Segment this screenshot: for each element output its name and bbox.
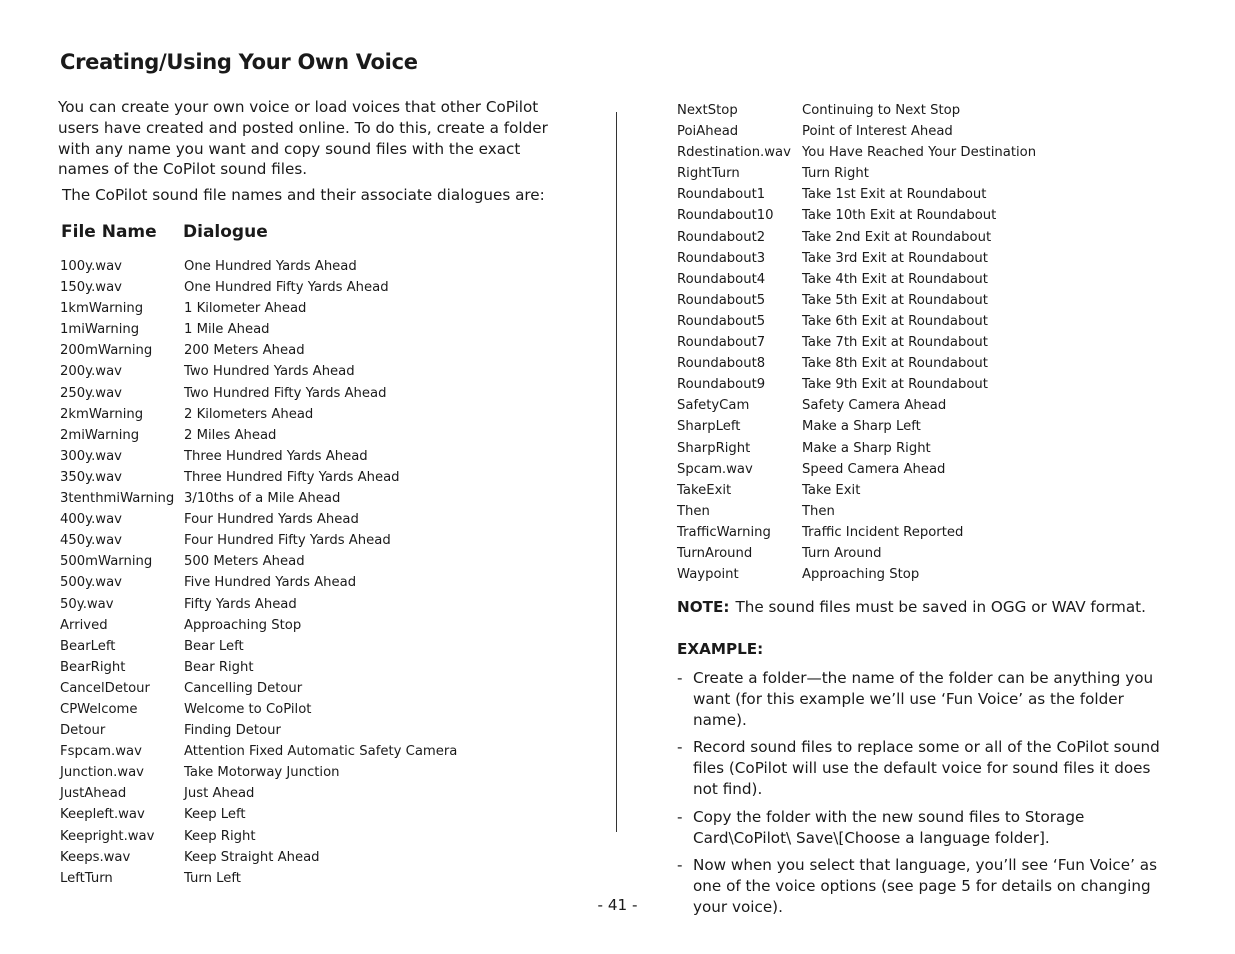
step-text: Create a folder—the name of the folder can be anything you want (for this example we’ll use ‘Fun Voice’ as the folder name). (693, 669, 1154, 729)
table-row (60, 636, 480, 657)
dialogue-cell: Turn Left (184, 870, 241, 886)
dialogue-cell: Speed Camera Ahead (802, 461, 946, 477)
file-name-cell: 400y.wav (60, 512, 122, 528)
dialogue-cell: 2 Kilometers Ahead (184, 406, 314, 422)
table-row (677, 205, 1057, 226)
table-row (60, 741, 480, 762)
file-name-cell: Roundabout3 (677, 250, 766, 266)
table-row (60, 340, 480, 361)
table-row (677, 248, 1057, 269)
file-name-cell: JustAhead (60, 786, 127, 802)
dialogue-cell: Bear Right (184, 659, 254, 675)
file-name-cell: SharpRight (677, 440, 751, 456)
table-row (60, 277, 480, 298)
table-row (677, 480, 1057, 501)
dialogue-cell: Two Hundred Yards Ahead (184, 364, 355, 380)
table-row (677, 332, 1057, 353)
table-row (60, 783, 480, 804)
step-text: Record sound files to replace some or all of the CoPilot sound files (CoPilot will use the default voice for sound files it does not find). (693, 738, 1160, 798)
example-step (677, 668, 1177, 730)
table-row (60, 446, 480, 467)
file-name-cell: Keepleft.wav (60, 807, 145, 823)
table-row (60, 720, 480, 741)
table-row (677, 163, 1057, 184)
file-name-cell: Roundabout1 (677, 187, 766, 203)
table-row (677, 184, 1057, 205)
file-name-cell: 3tenthmiWarning (60, 491, 175, 507)
step-dash: - (677, 738, 683, 757)
dialogue-cell: Welcome to CoPilot (184, 701, 312, 717)
dialogue-cell: Take Motorway Junction (184, 765, 340, 781)
example-step (677, 807, 1177, 849)
dialogue-cell: Approaching Stop (802, 567, 920, 583)
dialogue-cell: Traffic Incident Reported (802, 524, 964, 540)
step-dash: - (677, 807, 683, 826)
example-heading: EXAMPLE: (677, 640, 764, 658)
file-name-cell: CancelDetour (60, 680, 150, 696)
intro-list-sentence: The CoPilot sound file names and their associate dialogues are: (62, 186, 545, 204)
dialogue-cell: Two Hundred Fifty Yards Ahead (184, 385, 387, 401)
file-name-cell: PoiAhead (677, 124, 739, 140)
file-name-cell: Rdestination.wav (677, 145, 791, 161)
dialogue-cell: Four Hundred Yards Ahead (184, 512, 359, 528)
file-name-cell: 350y.wav (60, 469, 122, 485)
table-row (677, 564, 1057, 585)
file-name-cell: SafetyCam (677, 398, 750, 414)
table-row (60, 804, 480, 825)
note-label: NOTE: (677, 598, 730, 616)
table-row (60, 467, 480, 488)
file-name-cell: Roundabout5 (677, 313, 766, 329)
dialogue-cell: Four Hundred Fifty Yards Ahead (184, 533, 391, 549)
file-name-cell: Spcam.wav (677, 461, 753, 477)
table-row (677, 522, 1057, 543)
dialogue-cell: Keep Left (184, 807, 246, 823)
dialogue-cell: 1 Mile Ahead (184, 322, 270, 338)
table-row (677, 311, 1057, 332)
file-name-cell: Detour (60, 723, 106, 739)
dialogue-cell: 500 Meters Ahead (184, 554, 305, 570)
table-row (677, 353, 1057, 374)
step-dash: - (677, 856, 683, 875)
dialogue-cell: Finding Detour (184, 723, 281, 739)
table-row (60, 868, 480, 889)
dialogue-cell: Then (802, 503, 835, 519)
dialogue-cell: Continuing to Next Stop (802, 103, 961, 118)
file-name-cell: Roundabout10 (677, 208, 774, 224)
dialogue-cell: Three Hundred Yards Ahead (184, 448, 368, 464)
dialogue-cell: Bear Left (184, 638, 244, 654)
table-row (60, 594, 480, 615)
table-row (60, 383, 480, 404)
file-name-cell: Fspcam.wav (60, 744, 142, 760)
table-header (61, 222, 481, 244)
file-name-cell: Keeps.wav (60, 849, 131, 865)
step-text: Now when you select that language, you’ll see ‘Fun Voice’ as one of the voice options (see page 5 for details on changing your voice). (693, 856, 1157, 916)
intro-paragraph: You can create your own voice or load voices that other CoPilot users have created and posted online. To do this, create a folder with any name you want and copy sound files with the exact names of the CoPilot sound files. (58, 98, 548, 179)
dialogue-cell: Keep Right (184, 828, 256, 844)
file-name-cell: 150y.wav (60, 280, 122, 296)
file-name-cell: Roundabout2 (677, 229, 766, 245)
dialogue-cell: Take 9th Exit at Roundabout (802, 377, 988, 393)
file-name-cell: 100y.wav (60, 259, 122, 274)
dialogue-cell: One Hundred Yards Ahead (184, 259, 357, 274)
table-row (60, 530, 480, 551)
table-row (677, 501, 1057, 522)
dialogue-cell: Fifty Yards Ahead (184, 596, 297, 612)
dialogue-cell: Take Exit (802, 482, 861, 498)
table-row (677, 121, 1057, 142)
table-row (60, 361, 480, 382)
file-name-cell: Keepright.wav (60, 828, 155, 844)
table-row (677, 395, 1057, 416)
table-row (60, 572, 480, 593)
table-row (677, 269, 1057, 290)
column-header-file-name: File Name (61, 222, 157, 242)
file-name-cell: Junction.wav (60, 765, 144, 781)
dialogue-cell: Make a Sharp Right (802, 440, 931, 456)
file-name-cell: Roundabout5 (677, 292, 766, 308)
dialogue-cell: One Hundred Fifty Yards Ahead (184, 280, 389, 296)
file-name-cell: 50y.wav (60, 596, 114, 612)
file-name-cell: RightTurn (677, 166, 740, 182)
file-name-cell: 450y.wav (60, 533, 122, 549)
dialogue-cell: Approaching Stop (184, 617, 302, 633)
file-name-cell: 1kmWarning (60, 301, 144, 317)
table-row (677, 100, 1057, 121)
dialogue-cell: Five Hundred Yards Ahead (184, 575, 357, 591)
table-row (60, 319, 480, 340)
dialogue-cell: Take 10th Exit at Roundabout (802, 208, 997, 224)
table-row (60, 298, 480, 319)
file-name-cell: TrafficWarning (677, 524, 771, 540)
table-row (60, 509, 480, 530)
file-name-cell: NextStop (677, 103, 738, 118)
format-note (677, 598, 1146, 616)
table-row (677, 227, 1057, 248)
table-row (60, 615, 480, 636)
table-row (677, 543, 1057, 564)
file-name-cell: Then (677, 503, 710, 519)
file-name-cell: 200mWarning (60, 343, 153, 359)
dialogue-cell: Turn Around (802, 545, 882, 561)
table-row (60, 657, 480, 678)
table-row (60, 699, 480, 720)
file-name-cell: Roundabout8 (677, 356, 766, 372)
dialogue-cell: Take 8th Exit at Roundabout (802, 356, 988, 372)
file-name-cell: SharpLeft (677, 419, 741, 435)
column-divider (616, 112, 617, 832)
file-name-cell: 200y.wav (60, 364, 122, 380)
dialogue-cell: 2 Miles Ahead (184, 427, 277, 443)
example-steps (677, 668, 1177, 925)
dialogue-cell: Make a Sharp Left (802, 419, 921, 435)
file-name-cell: Waypoint (677, 567, 739, 583)
file-name-cell: BearRight (60, 659, 126, 675)
example-step (677, 737, 1177, 799)
table-row (677, 416, 1057, 437)
file-name-cell: TakeExit (677, 482, 732, 498)
table-row (60, 847, 480, 868)
dialogue-cell: Attention Fixed Automatic Safety Camera (184, 744, 458, 760)
file-name-cell: CPWelcome (60, 701, 138, 717)
sound-file-list-right (677, 100, 1057, 585)
table-row (60, 488, 480, 509)
table-row (60, 762, 480, 783)
dialogue-cell: Just Ahead (184, 786, 255, 802)
table-row (677, 438, 1057, 459)
dialogue-cell: Take 4th Exit at Roundabout (802, 271, 988, 287)
table-row (60, 404, 480, 425)
dialogue-cell: Take 1st Exit at Roundabout (802, 187, 987, 203)
file-name-cell: 300y.wav (60, 448, 122, 464)
dialogue-cell: 1 Kilometer Ahead (184, 301, 307, 317)
step-text: Copy the folder with the new sound files to Storage Card\CoPilot\ Save\[Choose a language folder]. (693, 807, 1085, 847)
dialogue-cell: Safety Camera Ahead (802, 398, 947, 414)
file-name-cell: Roundabout7 (677, 335, 766, 351)
dialogue-cell: Three Hundred Fifty Yards Ahead (184, 469, 400, 485)
dialogue-cell: 200 Meters Ahead (184, 343, 305, 359)
dialogue-cell: Turn Right (802, 166, 869, 182)
table-row (60, 678, 480, 699)
dialogue-cell: Take 2nd Exit at Roundabout (802, 229, 992, 245)
file-name-cell: 500y.wav (60, 575, 122, 591)
dialogue-cell: Keep Straight Ahead (184, 849, 320, 865)
dialogue-cell: You Have Reached Your Destination (802, 145, 1037, 161)
table-row (677, 142, 1057, 163)
dialogue-cell: Point of Interest Ahead (802, 124, 953, 140)
file-name-cell: 1miWarning (60, 322, 140, 338)
file-name-cell: 2kmWarning (60, 406, 144, 422)
file-name-cell: 500mWarning (60, 554, 153, 570)
sound-file-list-left (60, 256, 480, 889)
table-row (60, 826, 480, 847)
dialogue-cell: Take 6th Exit at Roundabout (802, 313, 988, 329)
file-name-cell: 250y.wav (60, 385, 122, 401)
page-number: - 41 - (597, 896, 638, 914)
page-title: Creating/Using Your Own Voice (60, 50, 418, 74)
table-row (677, 290, 1057, 311)
table-row (60, 425, 480, 446)
table-row (60, 256, 480, 277)
file-name-cell: Arrived (60, 617, 108, 633)
table-row (60, 551, 480, 572)
file-name-cell: LeftTurn (60, 870, 113, 886)
dialogue-cell: Take 7th Exit at Roundabout (802, 335, 988, 351)
column-header-dialogue: Dialogue (183, 222, 268, 242)
file-name-cell: Roundabout4 (677, 271, 766, 287)
file-name-cell: BearLeft (60, 638, 116, 654)
dialogue-cell: Take 5th Exit at Roundabout (802, 292, 988, 308)
file-name-cell: Roundabout9 (677, 377, 766, 393)
step-dash: - (677, 669, 683, 687)
table-row (677, 459, 1057, 480)
note-text: The sound files must be saved in OGG or WAV format. (735, 598, 1146, 616)
file-name-cell: TurnAround (677, 545, 753, 561)
table-row (677, 374, 1057, 395)
dialogue-cell: Cancelling Detour (184, 680, 303, 696)
dialogue-cell: Take 3rd Exit at Roundabout (802, 250, 988, 266)
dialogue-cell: 3/10ths of a Mile Ahead (184, 491, 341, 507)
file-name-cell: 2miWarning (60, 427, 140, 443)
